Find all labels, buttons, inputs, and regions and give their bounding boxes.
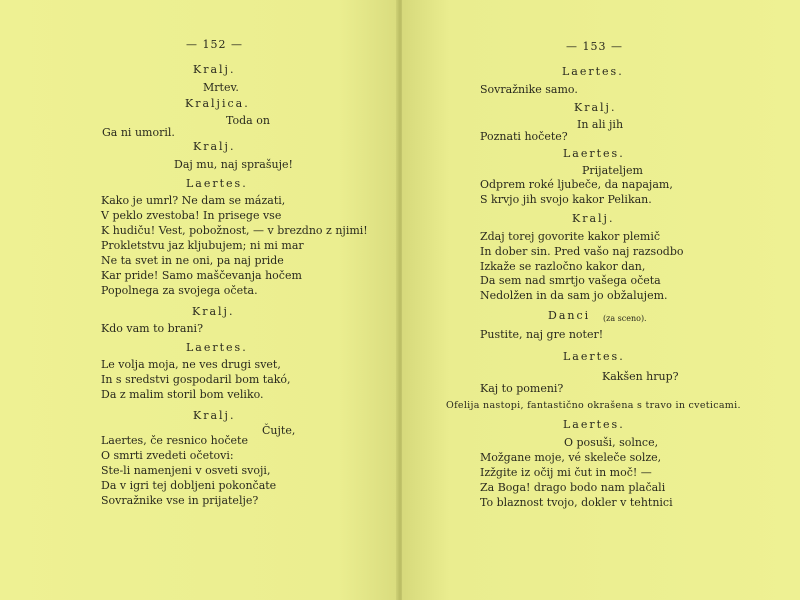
verse-line: Kakšen hrup? <box>602 370 679 383</box>
verse-line: Čujte, <box>262 424 296 437</box>
verse-line: Ne ta svet in ne oni, pa naj pride <box>101 254 284 267</box>
verse-line: Izkaže se razločno kakor dan, <box>480 260 646 273</box>
speaker-name: Kraljica. <box>185 97 250 110</box>
verse-line: Daj mu, naj sprašuje! <box>174 158 293 171</box>
speaker-name: Kralj. <box>193 63 236 76</box>
verse-line: Sovražnike samo. <box>480 83 578 96</box>
verse-line: In ali jih <box>577 118 624 131</box>
verse-line: O smrti zvedeti očetovi: <box>101 449 234 462</box>
page-number: — 153 — <box>566 40 623 53</box>
verse-line: Kdo vam to brani? <box>101 322 203 335</box>
verse-line: Laertes, če resnico hočete <box>101 434 248 447</box>
verse-line: Pustite, naj gre noter! <box>480 328 604 341</box>
verse-line: Le volja moja, ne ves drugi svet, <box>101 358 281 371</box>
verse-line: O posuši, solnce, <box>564 436 659 449</box>
speaker-name: Laertes. <box>563 350 625 363</box>
speaker-name: Kralj. <box>574 101 617 114</box>
verse-line: Popolnega za svojega očeta. <box>101 284 258 297</box>
verse-line: Da z malim storil bom veliko. <box>101 388 264 401</box>
verse-line: Možgane moje, vé skeleče solze, <box>480 451 662 464</box>
speaker-name: Danci <box>548 309 591 322</box>
right-page <box>402 0 800 600</box>
speaker-name: Laertes. <box>186 177 248 190</box>
verse-line: Prokletstvu jaz kljubujem; ni mi mar <box>101 239 304 252</box>
verse-line: Toda on <box>226 114 270 127</box>
verse-line: Sovražnike vse in prijatelje? <box>101 494 259 507</box>
stage-direction: Ofelija nastopi, fantastično okrašena s travo in cveticami. <box>446 400 741 411</box>
speaker-name: Kralj. <box>572 212 615 225</box>
verse-line: K hudiču! Vest, pobožnost, — v brezdno z njimi! <box>101 224 368 237</box>
verse-line: Prijateljem <box>582 164 643 177</box>
verse-line: V peklo zvestoba! In prisege vse <box>101 209 282 222</box>
verse-line: Ga ni umoril. <box>102 126 175 139</box>
page-number: — 152 — <box>186 38 243 51</box>
verse-line: Kako je umrl? Ne dam se mázati, <box>101 194 286 207</box>
verse-line: Odprem roké ljubeče, da napajam, <box>480 178 673 191</box>
speaker-name: Kralj. <box>193 409 236 422</box>
verse-line: Zdaj torej govorite kakor plemič <box>480 230 661 243</box>
speaker-name: Kralj. <box>193 140 236 153</box>
verse-line: Nedolžen in da sam jo obžalujem. <box>480 289 668 302</box>
speaker-name: Laertes. <box>563 418 625 431</box>
speaker-name: Laertes. <box>563 147 625 160</box>
verse-line: Poznati hočete? <box>480 130 568 143</box>
verse-line: S krvjo jih svojo kakor Pelikan. <box>480 193 652 206</box>
verse-line: To blaznost tvojo, dokler v tehtnici <box>480 496 673 509</box>
verse-line: Da v igri tej dobljeni pokončate <box>101 479 277 492</box>
verse-line: Kar pride! Samo maščevanja hočem <box>101 269 302 282</box>
speaker-name: Kralj. <box>192 305 235 318</box>
verse-line: Kaj to pomeni? <box>480 382 564 395</box>
verse-line: Mrtev. <box>203 81 239 94</box>
speaker-name: Laertes. <box>562 65 624 78</box>
verse-line: In dober sin. Pred vašo naj razsodbo <box>480 245 684 258</box>
verse-line: Za Boga! drago bodo nam plačali <box>480 481 666 494</box>
speaker-name: Laertes. <box>186 341 248 354</box>
verse-line: Izžgite iz očij mi čut in moč! — <box>480 466 652 479</box>
stage-direction: (za sceno). <box>603 314 647 323</box>
verse-line: In s sredstvi gospodaril bom takó, <box>101 373 291 386</box>
verse-line: Da sem nad smrtjo vašega očeta <box>480 274 661 287</box>
verse-line: Ste-li namenjeni v osveti svoji, <box>101 464 271 477</box>
left-page <box>0 0 398 600</box>
